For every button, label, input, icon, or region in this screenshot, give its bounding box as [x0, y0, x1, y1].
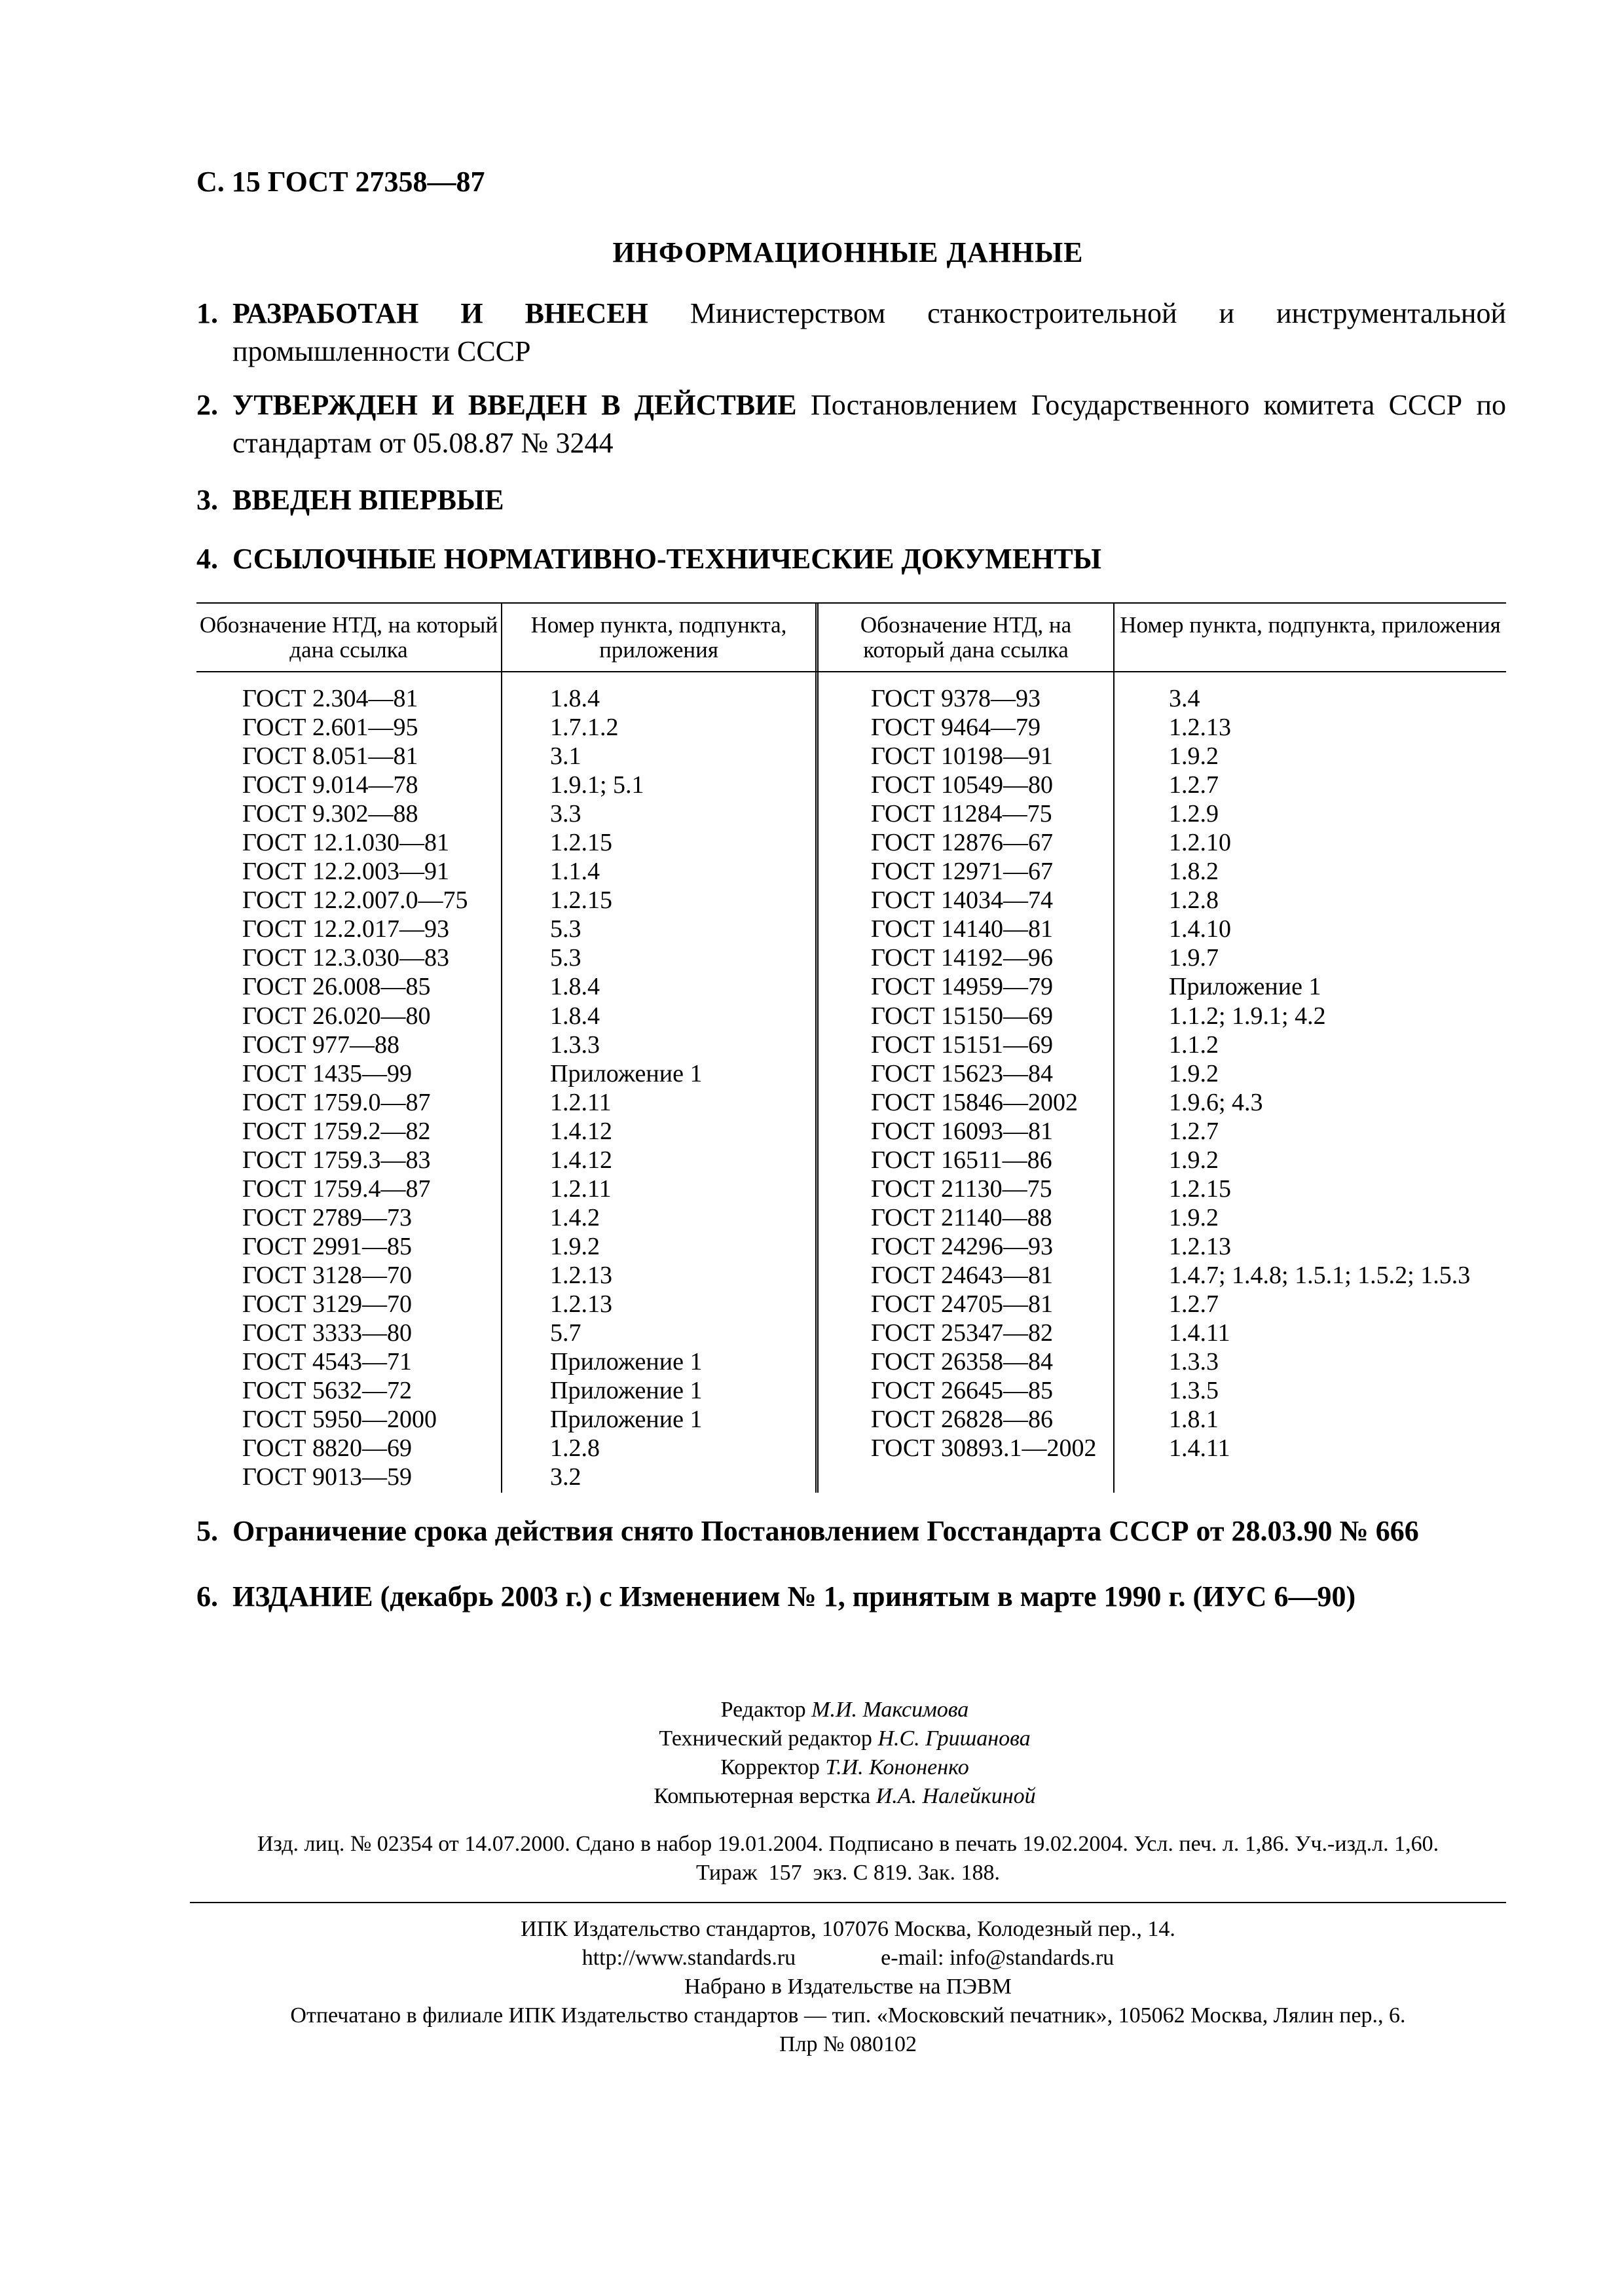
table-cell-designation: ГОСТ 12.2.007.0—75 — [242, 886, 468, 915]
credit-line: Редактор М.И. Максимова — [720, 1698, 969, 1722]
table-cell-clause: 1.8.2 — [1169, 858, 1219, 886]
table-cell-clause: 1.2.9 — [1169, 800, 1219, 828]
publisher-printed: Отпечатано в филиале ИПК Издательство стандартов — тип. «Московский печатник», 105062 Москва, Лялин пер., 6. — [290, 2003, 1406, 2028]
table-header-cell: Обозначение НТД, на который дана ссылка — [199, 612, 498, 663]
table-cell-designation: ГОСТ 10198—91 — [871, 742, 1053, 771]
table-cell-designation: ГОСТ 30893.1—2002 — [871, 1434, 1097, 1463]
table-cell-designation: ГОСТ 5950—2000 — [242, 1406, 437, 1434]
table-cell-designation: ГОСТ 26358—84 — [871, 1348, 1053, 1376]
table-cell-clause: 1.9.1; 5.1 — [550, 771, 644, 799]
item-text: УТВЕРЖДЕН И ВВЕДЕН В ДЕЙСТВИЕ Постановлением Государственного комитета СССР по стандартам от 05.08.87 № 3244 — [232, 389, 1507, 459]
table-cell-clause: 1.8.4 — [550, 685, 600, 712]
table-cell-designation: ГОСТ 26.020—80 — [242, 1002, 431, 1030]
imprint-line: Изд. лиц. № 02354 от 14.07.2000. Сдано в набор 19.01.2004. Подписано в печать 19.02.2004. Усл. печ. л. 1,86. Уч.-изд.л. 1,60. — [257, 1832, 1439, 1856]
table-cell-clause: 1.2.11 — [550, 1175, 612, 1203]
table-cell-designation: ГОСТ 1759.2—82 — [242, 1117, 431, 1145]
item-number: 6. — [196, 1580, 218, 1613]
table-cell-clause: 1.4.12 — [550, 1146, 612, 1174]
table-cell-designation: ГОСТ 15846—2002 — [871, 1088, 1078, 1116]
table-cell-clause: 1.9.2 — [1169, 742, 1219, 771]
table-header-cell: Номер пункта, подпункта, приложения — [1120, 612, 1501, 638]
table-cell-designation: ГОСТ 15151—69 — [871, 1030, 1053, 1059]
info-item-5 — [196, 1512, 1506, 1550]
table-cell-clause: 1.9.6; 4.3 — [1169, 1088, 1263, 1116]
table-cell-clause: 1.4.7; 1.4.8; 1.5.1; 1.5.2; 1.5.3 — [1169, 1261, 1471, 1289]
publisher-url[interactable]: http://www.standards.ru — [581, 1946, 796, 1970]
table-cell-designation: ГОСТ 24643—81 — [871, 1261, 1053, 1289]
table-header-cell: Номер пункта, подпункта, приложения — [530, 612, 787, 663]
table-cell-clause: 5.3 — [550, 915, 581, 943]
table-cell-clause: 1.9.2 — [550, 1232, 600, 1260]
item-text: Ограничение срока действия снято Постановлением Госстандарта СССР от 28.03.90 № 666 — [232, 1515, 1419, 1547]
publisher-contacts — [190, 1944, 1506, 1973]
column-divider — [501, 602, 502, 1493]
info-item-4 — [196, 540, 1506, 578]
item-text: ИЗДАНИЕ (декабрь 2003 г.) с Изменением № 1, принятым в марте 1990 г. (ИУС 6—90) — [232, 1580, 1356, 1613]
table-cell-clause: 1.4.12 — [550, 1117, 612, 1145]
table-header-rule — [196, 671, 1506, 672]
table-cell-clause: 1.1.2; 1.9.1; 4.2 — [1169, 1002, 1326, 1030]
publisher-typeset: Набрано в Издательстве на ПЭВМ — [684, 1975, 1012, 1999]
table-cell-designation: ГОСТ 3333—80 — [242, 1319, 412, 1347]
info-item-2 — [196, 386, 1506, 462]
item-text: ВВЕДЕН ВПЕРВЫЕ — [232, 484, 504, 516]
publisher-address: ИПК Издательство стандартов, 107076 Москва, Колодезный пер., 14. — [521, 1917, 1175, 1941]
table-cell-clause: 1.1.4 — [550, 858, 600, 886]
table-cell-clause: 1.2.7 — [1169, 771, 1219, 799]
imprint-line: Тираж 157 экз. С 819. Зак. 188. — [695, 1861, 1001, 1885]
publisher-block — [190, 1915, 1506, 2059]
table-cell-designation: ГОСТ 12.1.030—81 — [242, 829, 449, 857]
table-cell-designation: ГОСТ 12.3.030—83 — [242, 944, 449, 972]
table-cell-designation: ГОСТ 26645—85 — [871, 1377, 1053, 1405]
table-cell-designation: ГОСТ 10549—80 — [871, 771, 1053, 799]
table-cell-designation: ГОСТ 3129—70 — [242, 1290, 412, 1318]
table-cell-designation: ГОСТ 14034—74 — [871, 886, 1053, 915]
table-cell-clause: 1.9.2 — [1169, 1203, 1219, 1231]
table-cell-clause: 1.8.1 — [1169, 1406, 1219, 1434]
item-text: РАЗРАБОТАН И ВНЕСЕН Министерством станкостроительной и инструментальной промышленности СССР — [232, 297, 1506, 367]
table-cell-clause: 1.4.11 — [1169, 1434, 1230, 1463]
table-cell-clause: Приложение 1 — [550, 1059, 703, 1087]
credit-line: Компьютерная верстка И.А. Налейкиной — [654, 1784, 1036, 1808]
item-number: 4. — [196, 543, 218, 575]
table-cell-designation: ГОСТ 12.2.017—93 — [242, 915, 449, 943]
table-cell-clause: 1.9.7 — [1169, 944, 1219, 972]
table-cell-designation: ГОСТ 26.008—85 — [242, 973, 431, 1001]
table-cell-designation: ГОСТ 21140—88 — [871, 1203, 1052, 1231]
table-cell-clause: 1.8.4 — [550, 973, 600, 1001]
publisher-email[interactable]: e-mail: info@standards.ru — [881, 1946, 1115, 1970]
table-cell-designation: ГОСТ 11284—75 — [871, 800, 1052, 828]
table-cell-designation: ГОСТ 14959—79 — [871, 973, 1053, 1001]
table-cell-designation: ГОСТ 24705—81 — [871, 1290, 1053, 1318]
table-cell-designation: ГОСТ 14140—81 — [871, 915, 1053, 943]
table-cell-clause: Приложение 1 — [550, 1377, 703, 1405]
table-cell-clause: 1.2.13 — [1169, 714, 1231, 742]
references-table — [196, 602, 1506, 1493]
table-cell-clause: 1.2.15 — [550, 886, 612, 915]
table-cell-clause: 3.1 — [550, 742, 581, 771]
publisher-plr: Плр № 080102 — [779, 2032, 917, 2056]
table-cell-clause: 3.4 — [1169, 685, 1200, 712]
table-cell-designation: ГОСТ 3128—70 — [242, 1261, 412, 1289]
table-cell-clause: 1.2.10 — [1169, 829, 1231, 857]
section-title: ИНФОРМАЦИОННЫЕ ДАННЫЕ — [612, 236, 1084, 268]
table-cell-designation: ГОСТ 12.2.003—91 — [242, 858, 449, 886]
item-text: ССЫЛОЧНЫЕ НОРМАТИВНО-ТЕХНИЧЕСКИЕ ДОКУМЕНТЫ — [232, 543, 1101, 575]
table-cell-designation: ГОСТ 24296—93 — [871, 1232, 1053, 1260]
table-cell-clause: 3.2 — [550, 1463, 581, 1491]
table-cell-clause: 1.8.4 — [550, 1002, 600, 1030]
table-cell-designation: ГОСТ 25347—82 — [871, 1319, 1053, 1347]
item-number: 1. — [196, 297, 218, 329]
table-cell-designation: ГОСТ 8.051—81 — [242, 742, 418, 771]
table-cell-designation: ГОСТ 14192—96 — [871, 944, 1053, 972]
table-cell-designation: ГОСТ 9013—59 — [242, 1463, 412, 1491]
table-cell-clause: 1.2.15 — [550, 829, 612, 857]
table-cell-designation: ГОСТ 1759.0—87 — [242, 1088, 431, 1116]
item-number: 3. — [196, 484, 218, 516]
table-cell-designation: ГОСТ 12876—67 — [871, 829, 1053, 857]
table-cell-designation: ГОСТ 2789—73 — [242, 1203, 412, 1231]
table-cell-clause: Приложение 1 — [1169, 973, 1321, 1001]
table-cell-clause: 1.2.11 — [550, 1088, 612, 1116]
column-divider-double — [815, 602, 819, 1493]
table-cell-designation: ГОСТ 26828—86 — [871, 1406, 1053, 1434]
table-column-right-clause — [1169, 684, 1470, 1463]
table-cell-clause: 1.7.1.2 — [550, 714, 619, 742]
table-cell-clause: 1.3.3 — [550, 1030, 600, 1059]
table-cell-clause: Приложение 1 — [550, 1406, 703, 1434]
table-cell-designation: ГОСТ 5632—72 — [242, 1377, 412, 1405]
column-divider — [1113, 602, 1115, 1493]
table-cell-designation: ГОСТ 12971—67 — [871, 858, 1053, 886]
table-cell-designation: ГОСТ 9464—79 — [871, 714, 1041, 742]
table-cell-clause: Приложение 1 — [550, 1348, 703, 1376]
table-cell-clause: 1.9.2 — [1169, 1146, 1219, 1174]
table-cell-clause: 1.4.2 — [550, 1203, 600, 1231]
table-cell-clause: 1.1.2 — [1169, 1030, 1219, 1059]
table-cell-designation: ГОСТ 15623—84 — [871, 1059, 1053, 1087]
table-cell-designation: ГОСТ 2.601—95 — [242, 714, 418, 742]
table-cell-clause: 1.4.11 — [1169, 1319, 1230, 1347]
table-cell-designation: ГОСТ 2991—85 — [242, 1232, 412, 1260]
table-cell-clause: 3.3 — [550, 800, 581, 828]
table-cell-designation: ГОСТ 977—88 — [242, 1030, 399, 1059]
table-header-cell: Обозначение НТД, на который дана ссылка — [860, 612, 1072, 663]
table-cell-designation: ГОСТ 21130—75 — [871, 1175, 1052, 1203]
table-cell-designation: ГОСТ 1435—99 — [242, 1059, 412, 1087]
credit-line: Корректор Т.И. Кононенко — [720, 1755, 969, 1779]
table-cell-designation: ГОСТ 15150—69 — [871, 1002, 1053, 1030]
table-cell-clause: 1.4.10 — [1169, 915, 1231, 943]
table-cell-clause: 1.2.7 — [1169, 1117, 1219, 1145]
table-column-left-clause — [550, 684, 702, 1491]
imprint-block — [190, 1830, 1506, 1887]
table-cell-designation: ГОСТ 1759.3—83 — [242, 1146, 431, 1174]
info-item-6 — [196, 1578, 1506, 1616]
footer-rule — [190, 1902, 1506, 1903]
table-column-left-designation — [242, 684, 468, 1491]
item-number: 2. — [196, 389, 218, 421]
table-cell-clause: 1.3.5 — [1169, 1377, 1219, 1405]
table-cell-designation: ГОСТ 16511—86 — [871, 1146, 1052, 1174]
table-cell-clause: 1.2.8 — [550, 1434, 600, 1463]
info-item-3 — [196, 481, 1506, 519]
table-cell-designation: ГОСТ 1759.4—87 — [242, 1175, 431, 1203]
table-cell-clause: 1.3.3 — [1169, 1348, 1219, 1376]
table-cell-designation: ГОСТ 2.304—81 — [242, 685, 418, 712]
table-cell-clause: 1.2.7 — [1169, 1290, 1219, 1318]
table-top-rule — [196, 602, 1506, 604]
table-cell-designation: ГОСТ 16093—81 — [871, 1117, 1053, 1145]
info-item-1 — [196, 295, 1506, 371]
table-cell-clause: 1.2.13 — [550, 1261, 612, 1289]
table-cell-designation: ГОСТ 9.302—88 — [242, 800, 418, 828]
table-cell-clause: 1.2.13 — [550, 1290, 612, 1318]
credits-block — [616, 1696, 1074, 1811]
credit-line: Технический редактор Н.С. Гришанова — [659, 1726, 1031, 1751]
table-column-right-designation — [871, 684, 1097, 1463]
item-number: 5. — [196, 1515, 218, 1547]
page-header: С. 15 ГОСТ 27358—87 — [196, 166, 485, 198]
table-cell-clause: 1.2.8 — [1169, 886, 1219, 915]
table-cell-clause: 5.3 — [550, 944, 581, 972]
table-cell-designation: ГОСТ 4543—71 — [242, 1348, 412, 1376]
table-cell-clause: 5.7 — [550, 1319, 581, 1347]
table-cell-clause: 1.2.13 — [1169, 1232, 1231, 1260]
table-cell-clause: 1.9.2 — [1169, 1059, 1219, 1087]
table-cell-designation: ГОСТ 9378—93 — [871, 685, 1041, 712]
table-cell-clause: 1.2.15 — [1169, 1175, 1231, 1203]
table-cell-designation: ГОСТ 9.014—78 — [242, 771, 418, 799]
table-cell-designation: ГОСТ 8820—69 — [242, 1434, 412, 1463]
